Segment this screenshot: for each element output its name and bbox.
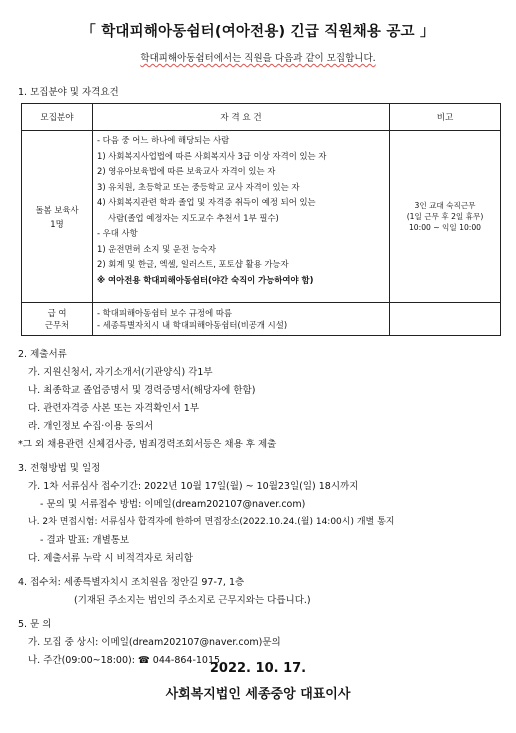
header-remarks: 비고: [390, 104, 501, 131]
schedule-line: - 문의 및 서류접수 방법: 이메일(dream202107@naver.com): [40, 499, 306, 510]
recruitment-table: [21, 103, 501, 336]
schedule-line: 가. 1차 서류심사 접수기간: 2022년 10월 17일(월) ~ 10월23일(일) 18시까지: [28, 481, 359, 492]
salary-line: - 학대피해아동쉼터 보수 규정에 따름: [97, 307, 233, 318]
section1-heading: 1. 모집분야 및 자격요건: [18, 87, 119, 98]
requirement-line: 2) 회계 및 한글, 엑셀, 일러스트, 포토샵 활용 가능자: [97, 259, 289, 269]
requirement-line: - 다음 중 어느 하나에 해당되는 사람: [97, 135, 230, 145]
salary-field-cell: [22, 303, 93, 336]
intro-text: 학대피해아동쉼터에서는 직원을 다음과 같이 모집합니다.: [140, 53, 376, 64]
announcement-date: 2022. 10. 17.: [209, 661, 307, 676]
table-header-row: [22, 104, 501, 131]
requirement-line: 3) 유치원, 초등학교 또는 중등학교 교사 자격이 있는 자: [97, 181, 300, 192]
signatory: 사회복지법인 세종중앙 대표이사: [165, 687, 351, 702]
header-field: 모집분야: [22, 104, 93, 131]
requirement-line: 사람(졸업 예정자는 지도교수 추천서 1부 필수): [108, 212, 279, 223]
doc-item: 다. 관련자격증 사본 또는 자격확인서 1부: [28, 403, 199, 414]
requirement-line: 1) 사회복지사업법에 따른 사회복지사 3급 이상 자격이 있는 자: [97, 150, 327, 161]
remark-line: (1일 근무 후 2일 휴무): [406, 212, 484, 221]
schedule-line: 나. 2차 면접시험: 서류심사 합격자에 한하여 면접장소(2022.10.24.(월) 14:00시) 개별 통지: [28, 517, 395, 527]
empty-remarks-cell: [390, 303, 501, 336]
remark-line: 3인 교대 숙직근무: [414, 201, 476, 210]
contact-line: 가. 모집 중 상시: 이메일(dream202107@naver.com)문의: [28, 637, 281, 648]
field-cell: [22, 131, 93, 303]
requirement-line: - 우대 사항: [97, 228, 138, 238]
salary-info-cell: [93, 303, 390, 336]
requirement-line: 4) 사회복지관련 학과 졸업 및 자격증 취득이 예정 되어 있는: [97, 197, 316, 207]
header-requirements: 자 격 요 건: [93, 104, 390, 131]
table-row: [22, 303, 501, 336]
contact-line: 나. 주간(09:00~18:00): ☎ 044-864-1015: [28, 655, 221, 666]
table-row: [22, 131, 501, 303]
notice-title: 「 학대피해아동쉼터(여아전용) 긴급 직원채용 공고 」: [81, 24, 435, 40]
section4-note: (기재된 주소지는 법인의 주소지로 근무지와는 다릅니다.): [74, 595, 311, 606]
schedule-line: 다. 제출서류 누락 시 비적격자로 처리함: [28, 553, 193, 564]
doc-note: *그 외 채용관련 신체검사증, 범죄경력조회서등은 채용 후 제출: [18, 439, 277, 450]
doc-item: 가. 지원신청서, 자기소개서(기관양식) 각1부: [28, 367, 213, 378]
workplace-label: 근무처: [44, 320, 70, 330]
field-name: 돌봄 보육사: [35, 204, 79, 215]
remarks-cell: [390, 131, 501, 303]
remark-line: 10:00 ~ 익일 10:00: [408, 223, 482, 232]
section4-address: 4. 접수처: 세종특별자치시 조치원읍 정안길 97-7, 1층: [18, 577, 245, 588]
doc-item: 나. 최종학교 졸업증명서 및 경력증명서(해당자에 한함): [28, 385, 256, 396]
doc-item: 라. 개인정보 수집·이용 동의서: [28, 421, 154, 432]
section2-heading: 2. 제출서류: [18, 349, 67, 360]
field-count: 1명: [50, 218, 64, 229]
workplace-line: - 세종특별자치시 내 학대피해아동쉼터(비공개 시설): [97, 320, 288, 330]
section5-heading: 5. 문 의: [18, 619, 52, 630]
requirement-line: 1) 운전면허 소지 및 운전 능숙자: [97, 243, 216, 254]
salary-label: 급 여: [47, 308, 67, 318]
schedule-line: - 결과 발표: 개별통보: [40, 535, 130, 546]
requirement-line: 2) 영유아보육법에 따른 보육교사 자격이 있는 자: [97, 166, 276, 176]
requirement-note: ※ 여아전용 학대피해아동쉼터(야간 숙직이 가능하여야 함): [97, 274, 314, 285]
requirements-cell: [93, 131, 390, 303]
section3-heading: 3. 전형방법 및 일정: [18, 463, 101, 474]
